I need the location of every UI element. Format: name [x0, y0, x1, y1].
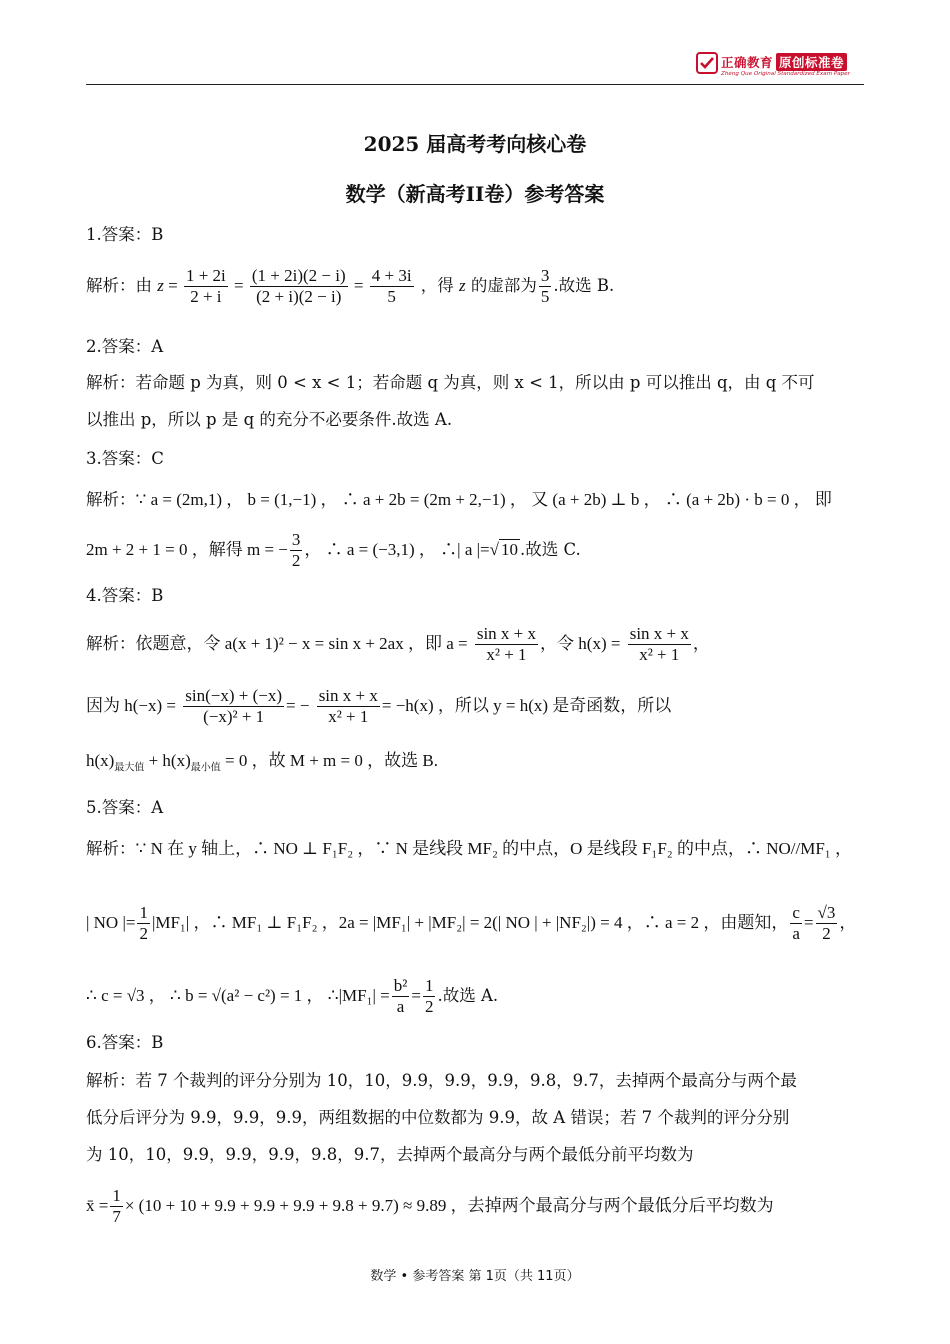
page-footer: 数学 • 参考答案 第 1页（共 11页）: [370, 1269, 580, 1284]
logo-subtitle: Zheng Que Original Standardized Exam Paper: [721, 71, 850, 77]
solution-6-line-1: 解析：若 7 个裁判的评分分别为 10，10，9.9，9.9，9.9，9.8，9.7，去掉两个最高分与两个最: [86, 1071, 797, 1090]
solution-1: 解析：由 z = $\frac{1 + 2i}{2 + i}$ = $\frac{(1 + 2i)(2 - i)}{(2 + i)(2 - i)}$ = $\frac{4 + 3i}{5}$ ，得 z 的虚部为 $\frac{3}{5}$ .故选 B.: [86, 266, 615, 306]
solution-4-line-1: 解析：依题意，令 a(x + 1)² − x = sin x + 2ax ，即 a = $\frac{\text{sin x + x}}{\text{x² + 1}}$ ，令 h(x) = $\frac{\text{sin x + x}}{\text{x² + 1}}$ ，: [86, 624, 710, 664]
solution-2-line-2: 以推出 p，所以 p 是 q 的充分不必要条件.故选 A.: [86, 410, 453, 429]
document-title: 2025 届高考考向核心卷: [363, 132, 587, 156]
answer-heading-3: 3.答案：C: [86, 449, 164, 468]
logo-tag: 原创标准卷: [776, 53, 847, 71]
answer-heading-2: 2.答案：A: [86, 337, 164, 356]
solution-4-line-3: $h(x)_{最大值} + h(x)_{最小值} = 0$ ，故 M + m = 0 ，故选 B.: [86, 751, 438, 774]
fraction: $\frac{3}{2}$: [291, 530, 301, 570]
fraction: $\frac{\text{sin x + x}}{\text{x² + 1}}$: [476, 624, 537, 664]
fraction: $\frac{(1 + 2i)(2 - i)}{(2 + i)(2 - i)}$: [251, 266, 346, 306]
document-subtitle: 数学（新高考II卷）参考答案: [345, 182, 605, 206]
answer-heading-6: 6.答案：B: [86, 1033, 164, 1052]
answer-heading-4: 4.答案：B: [86, 586, 164, 605]
fraction: $\frac{1}{7}$: [112, 1186, 121, 1226]
solution-2-line-1: 解析：若命题 p 为真，则 0 < x < 1；若命题 q 为真，则 x < 1，所以由 p 可以推出 q，由 q 不可: [86, 373, 815, 392]
solution-3-line-2: 2m + 2 + 1 = 0 ，解得 m = − $\frac{3}{2}$ ， ∴ a = (−3,1) ， ∴| a |=√ 10 .故选 C.: [86, 530, 581, 570]
fraction: $\frac{1 + 2i}{2 + i}$: [185, 266, 226, 306]
fraction: $\frac{√3}{2}$: [817, 903, 836, 943]
solution-5-line-3: ∴ c = √3 ， ∴ b = √(a² − c²) = 1 ， ∴|MF₁| = $\frac{\text{b²}}{a}$ = $\frac{1}{2}$ .故选 A.: [86, 976, 499, 1016]
solution-5-line-2: | NO |= $\frac{1}{2}$ |MF₁| ，∴ MF₁ ⊥ F₁F₂ ，2a = |MF₁| + |MF₂| = 2(| NO | + |NF₂|) = 4 ，∴ a = 2 ，由题知， $\frac{c}{a}$ = $\frac{√3}{2}$ ，: [86, 903, 857, 943]
fraction: $\frac{c}{a}$: [792, 903, 800, 943]
header-rule: [86, 84, 864, 85]
logo-title: 正确教育 原创标准卷: [721, 53, 847, 71]
brand-logo: [696, 52, 862, 80]
solution-5-line-1: 解析：∵ N 在 y 轴上，∴ NO ⊥ F₁F₂ ，∵ N 是线段 MF₂ 的中点，O 是线段 F₁F₂ 的中点，∴ NO//MF₁ ，: [86, 839, 852, 858]
solution-6-line-2: 低分后评分为 9.9，9.9，9.9，两组数据的中位数都为 9.9，故 A 错误；若 7 个裁判的评分分别: [86, 1108, 790, 1127]
fraction: $\frac{3}{5}$: [540, 266, 550, 306]
solution-6-line-4: x̄ = $\frac{1}{7}$ × (10 + 10 + 9.9 + 9.9 + 9.9 + 9.8 + 9.7) ≈ 9.89 ，去掉两个最高分与两个最低分后平均数为: [86, 1186, 774, 1226]
answer-heading-1: 1.答案：B: [86, 225, 164, 244]
fraction: $\frac{\text{sin x + x}}{\text{x² + 1}}$: [629, 624, 689, 664]
fraction: $\frac{\text{b²}}{a}$: [393, 976, 408, 1016]
fraction: $\frac{4 + 3i}{5}$: [371, 266, 412, 306]
fraction: $\frac{\text{sin x + x}}{\text{x² + 1}}$: [318, 686, 378, 726]
solution-3-line-1: 解析：∵ a = (2m,1) ， b = (1,−1) ， ∴ a + 2b = (2m + 2,−1) ， 又 (a + 2b) ⊥ b ， ∴ (a + 2b) · b = 0 ， 即: [86, 490, 832, 509]
answer-heading-5: 5.答案：A: [86, 798, 164, 817]
fraction: $\frac{\sin(-x) + (-x)}{\text{(−x)² + 1}}$: [185, 686, 282, 726]
fraction: $\frac{1}{2}$: [424, 976, 434, 1016]
solution-4-line-2: 因为 h(−x) = $\frac{\sin(-x) + (-x)}{\text{(−x)² + 1}}$ = − $\frac{\text{sin x + x}}{\text{x² + 1}}$ = −h(x) ，所以 y = h(x) 是奇函数，所以: [86, 686, 672, 726]
solution-6-line-3: 为 10，10，9.9，9.9，9.9，9.8，9.7，去掉两个最高分与两个最低分前平均数为: [86, 1145, 694, 1164]
checkmark-icon: [696, 52, 718, 74]
fraction: $\frac{1}{2}$: [139, 903, 148, 943]
